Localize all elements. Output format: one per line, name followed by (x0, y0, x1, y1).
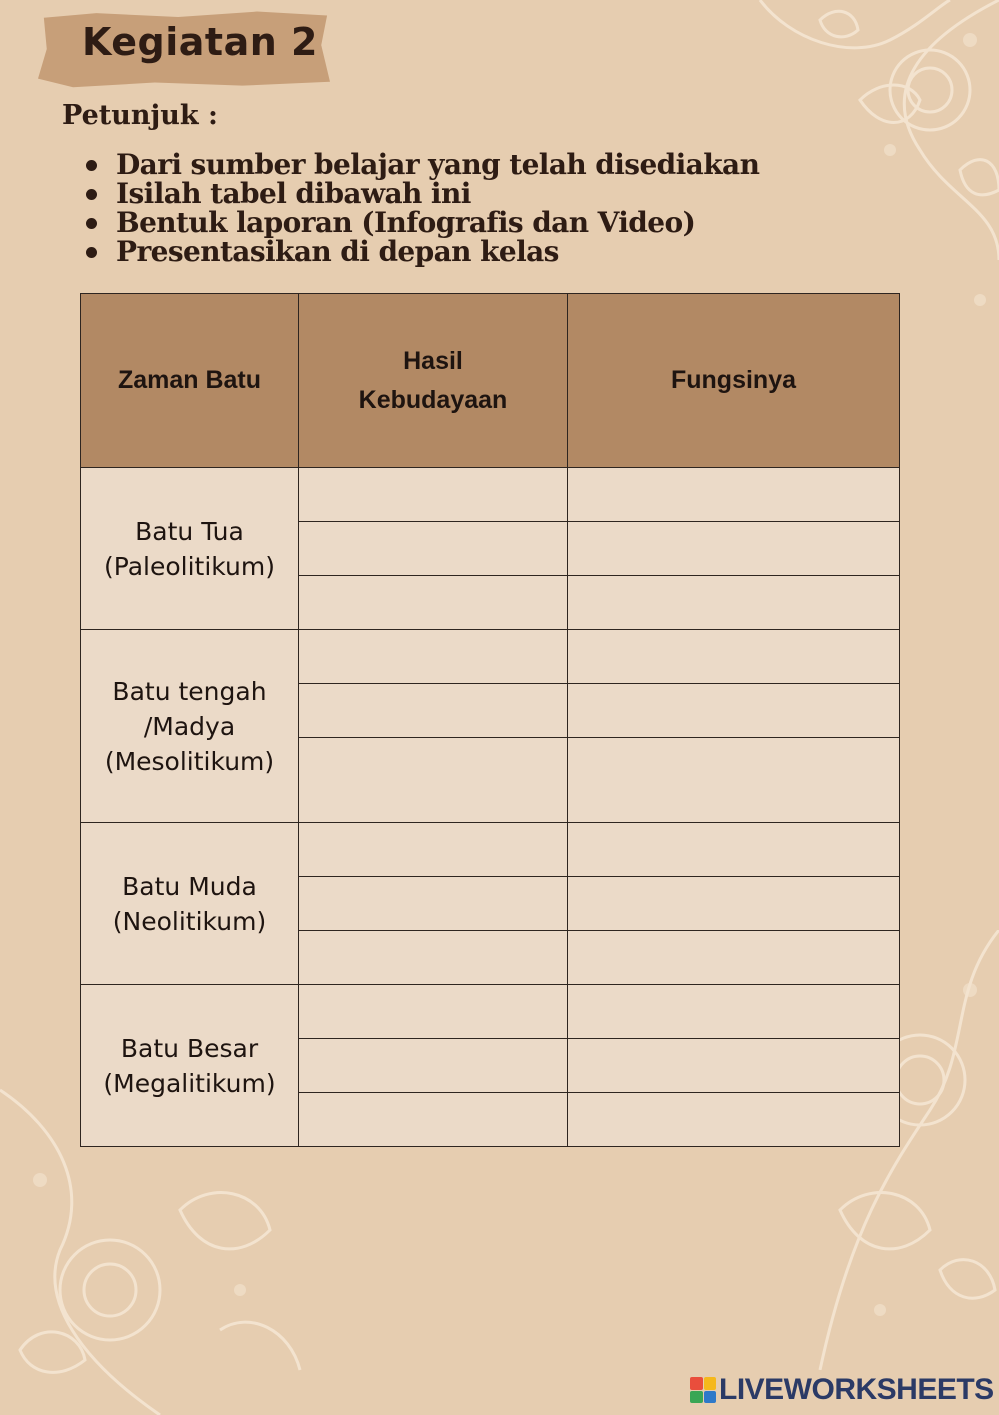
header-hasil-kebudayaan: Hasil Kebudayaan (299, 294, 568, 468)
era-name: Batu Muda (122, 871, 257, 901)
fungsinya-input[interactable] (568, 931, 900, 985)
table-row (81, 630, 900, 684)
era-cell-mesolitikum (81, 630, 299, 823)
era-name: Batu Tua (135, 516, 244, 546)
fungsinya-input[interactable] (568, 1093, 900, 1147)
fungsinya-input[interactable] (568, 684, 900, 738)
fungsinya-input[interactable] (568, 522, 900, 576)
fungsinya-input[interactable] (568, 576, 900, 630)
hasil-kebudayaan-input[interactable] (299, 931, 568, 985)
instructions-heading: Petunjuk : (62, 100, 218, 131)
instruction-step: Bentuk laporan (Infografis dan Video) (86, 208, 759, 237)
hasil-kebudayaan-input[interactable] (299, 522, 568, 576)
era-latin-name: (Paleolitikum) (104, 551, 275, 581)
hasil-kebudayaan-input[interactable] (299, 576, 568, 630)
fungsinya-input[interactable] (568, 877, 900, 931)
era-cell-paleolitikum (81, 468, 299, 630)
era-cell-neolitikum (81, 823, 299, 985)
era-name: Batu Besar (120, 1033, 259, 1063)
hasil-kebudayaan-input[interactable] (299, 630, 568, 684)
table-row (81, 985, 900, 1039)
hasil-kebudayaan-input[interactable] (299, 877, 568, 931)
watermark-text: LIVEWORKSHEETS (719, 1373, 994, 1406)
instruction-step: Presentasikan di depan kelas (86, 237, 759, 266)
table-header-row (81, 294, 900, 468)
header-fungsinya: Fungsinya (568, 294, 900, 468)
era-cell-megalitikum (81, 985, 299, 1147)
hasil-kebudayaan-input[interactable] (299, 985, 568, 1039)
era-latin-name: (Mesolitikum) (104, 746, 275, 776)
fungsinya-input[interactable] (568, 468, 900, 522)
table-row (81, 823, 900, 877)
fungsinya-input[interactable] (568, 823, 900, 877)
liveworksheets-logo-icon (690, 1377, 716, 1403)
instructions-list (86, 150, 759, 266)
page-title: Kegiatan 2 (82, 20, 318, 64)
era-name: Batu tengah /Madya (112, 676, 267, 741)
hasil-kebudayaan-input[interactable] (299, 823, 568, 877)
hasil-kebudayaan-input[interactable] (299, 738, 568, 823)
fungsinya-input[interactable] (568, 985, 900, 1039)
hasil-kebudayaan-input[interactable] (299, 684, 568, 738)
instruction-step: Dari sumber belajar yang telah disediakan (86, 150, 759, 179)
hasil-kebudayaan-input[interactable] (299, 1093, 568, 1147)
hasil-kebudayaan-input[interactable] (299, 1039, 568, 1093)
fungsinya-input[interactable] (568, 630, 900, 684)
table-row (81, 468, 900, 522)
era-latin-name: (Megalitikum) (103, 1068, 276, 1098)
header-zaman-batu: Zaman Batu (81, 294, 299, 468)
era-latin-name: (Neolitikum) (112, 906, 267, 936)
fungsinya-input[interactable] (568, 1039, 900, 1093)
stone-age-table (80, 293, 900, 1147)
fungsinya-input[interactable] (568, 738, 900, 823)
hasil-kebudayaan-input[interactable] (299, 468, 568, 522)
liveworksheets-watermark[interactable] (690, 1372, 994, 1408)
instruction-step: Isilah tabel dibawah ini (86, 179, 759, 208)
